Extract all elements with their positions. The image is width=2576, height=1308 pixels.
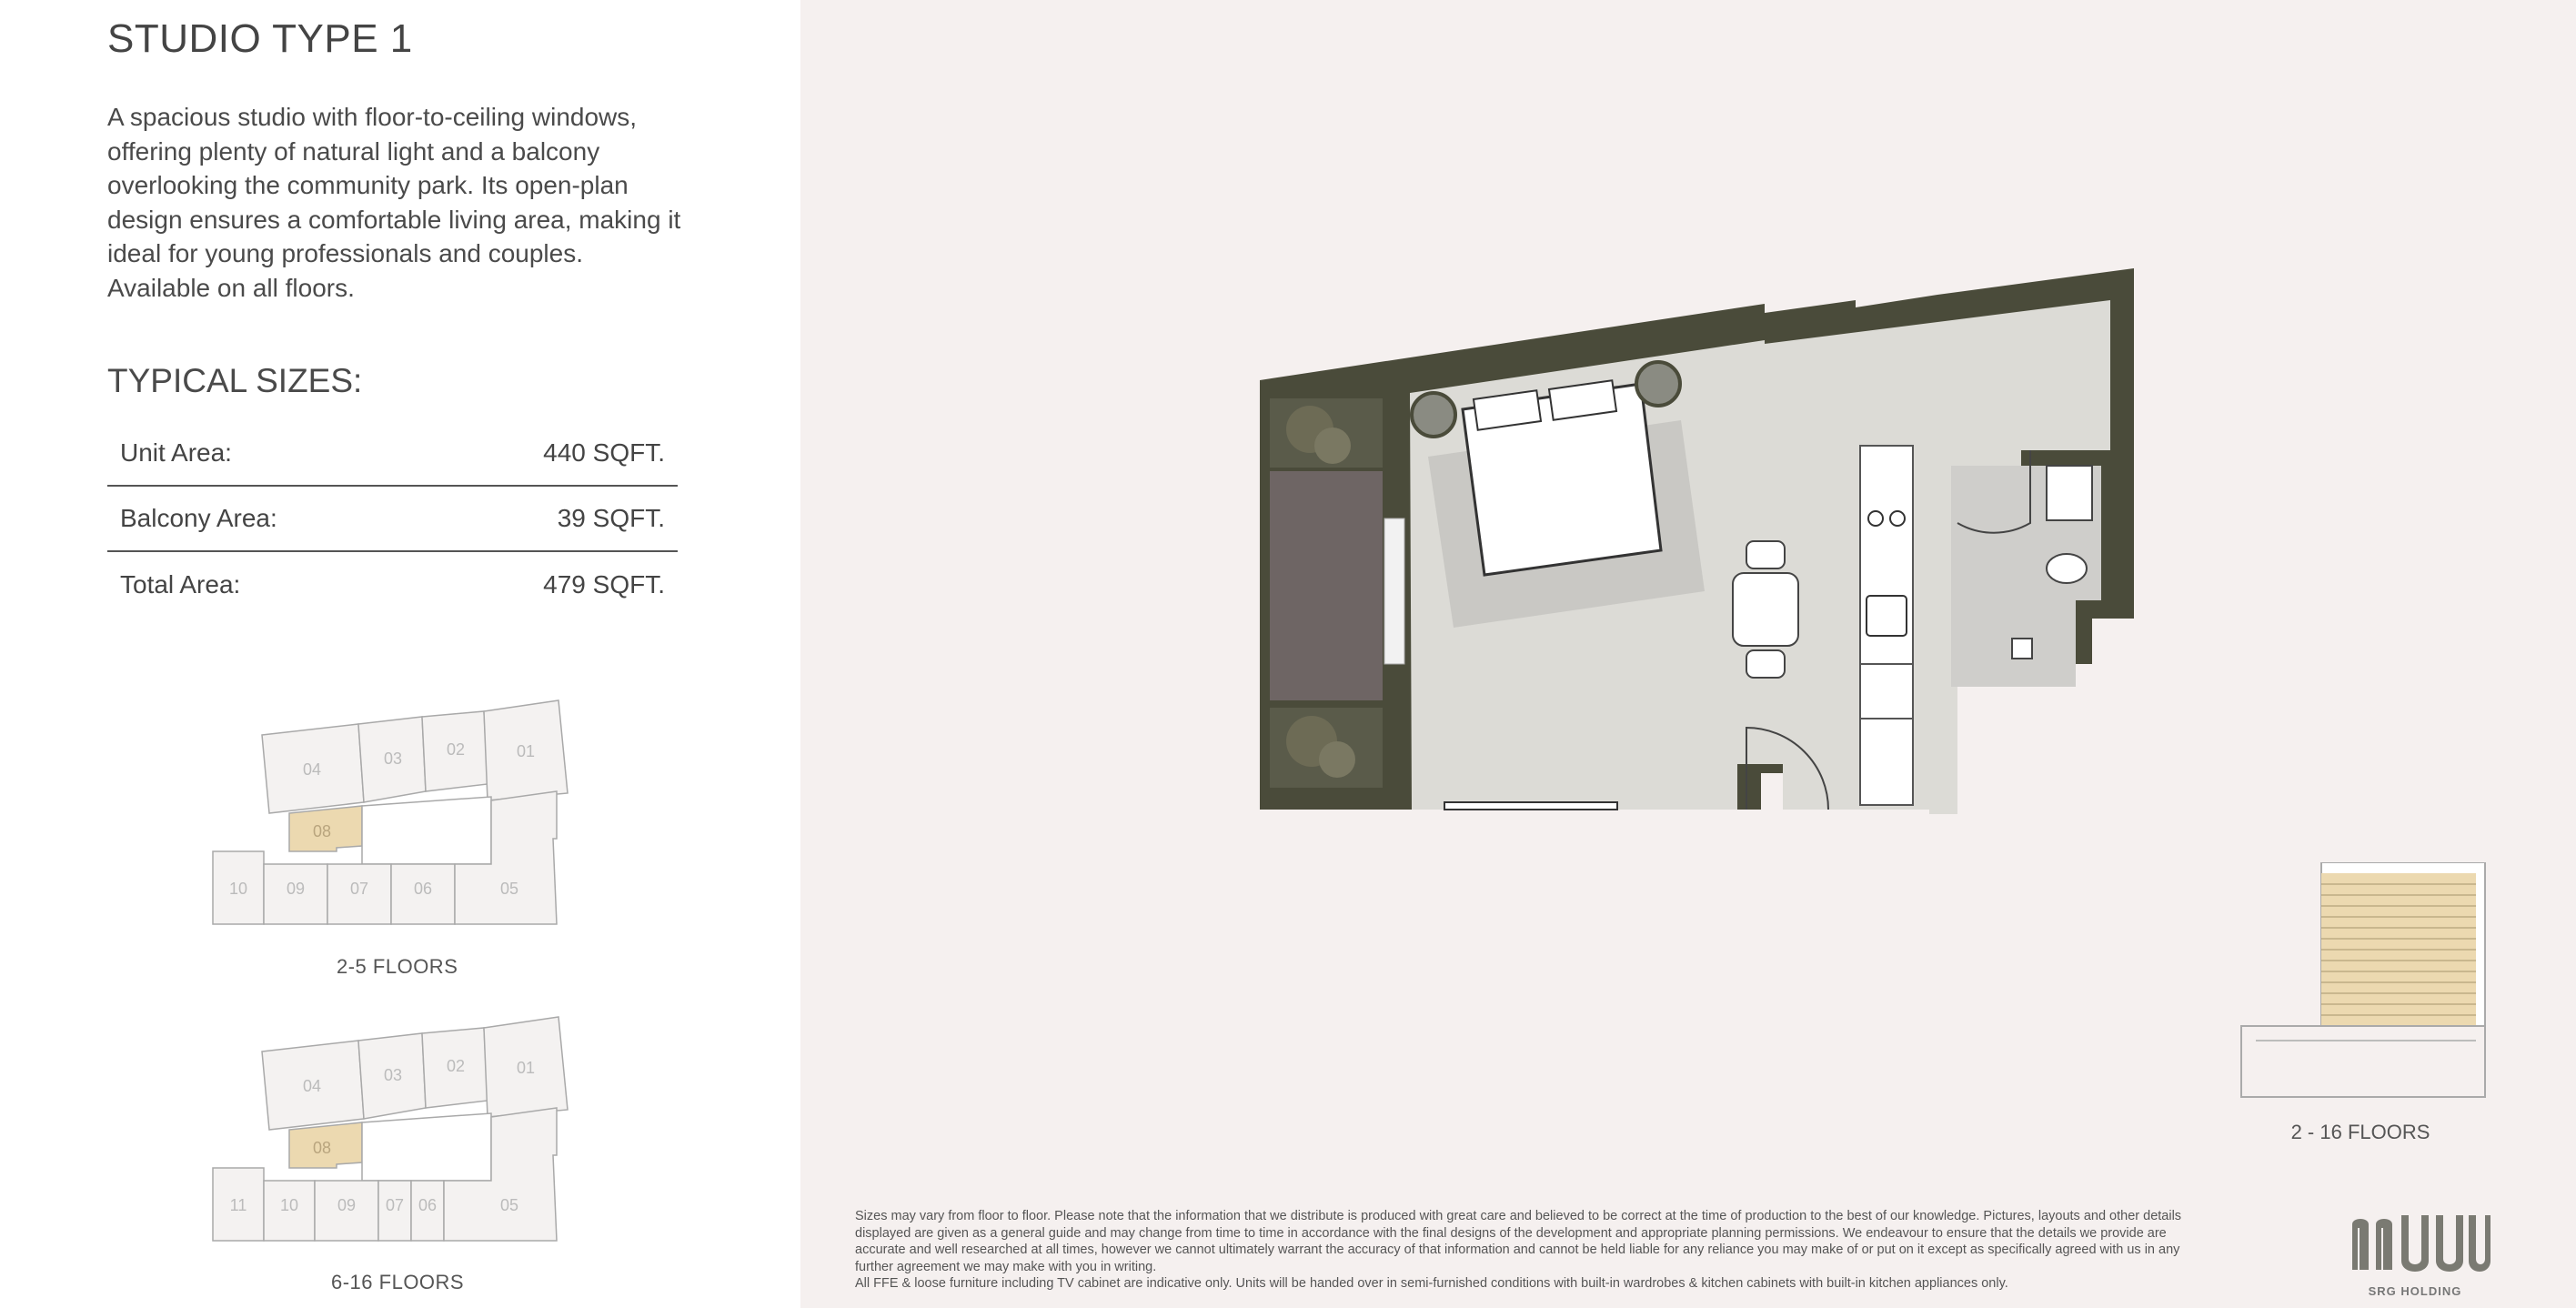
kitchen-counter [1860, 446, 1913, 805]
size-row-unit-area [107, 421, 678, 487]
key-plan-floors-2-5 [209, 691, 573, 928]
size-label: Balcony Area: [120, 504, 277, 532]
plant-icon [1314, 428, 1351, 464]
disclaimer-ffe: All FFE & loose furniture including TV cabinet are indicative only. Units will be handed over in semi-furnished conditions with built-in wardrobes & kitchen cabinets with built-in kitchen appliances only. [855, 1276, 2008, 1291]
unit-label: 03 [383, 1066, 403, 1084]
key-plan-floors-6-16 [209, 1008, 573, 1244]
disclaimer-text [855, 1208, 2219, 1293]
size-value: 440 SQFT. [543, 438, 665, 467]
brand-name: SRG HOLDING [2368, 1284, 2462, 1298]
unit-label: 01 [516, 742, 536, 760]
typical-sizes-heading: TYPICAL SIZES: [107, 362, 363, 399]
size-label: Total Area: [120, 570, 241, 599]
typical-sizes-table [107, 421, 678, 618]
balcony-window [1384, 518, 1404, 664]
balcony-floor [1270, 471, 1383, 700]
size-label: Unit Area: [120, 438, 232, 467]
elevation-label: 2 - 16 FLOORS [2290, 1121, 2430, 1143]
key-plan-label: 6-16 FLOORS [331, 1271, 465, 1293]
key-plan-label: 2-5 FLOORS [337, 955, 458, 978]
unit-label: 11 [229, 1196, 247, 1214]
unit-label: 10 [279, 1196, 299, 1214]
unit-label: 05 [499, 1196, 519, 1214]
disclaimer-main: Sizes may vary from floor to floor. Please note that the information that we distribute is produced with great care and believed to be correct at the time of production to the best of our knowledge. Pictures, layouts and other details displayed are given as a general guide and may change from time to time in accordance with the final designs of the development and appropriate planning permissions. We endeavour to ensure that the details we provide are accurate and well researched at all times, however we cannot ultimately warrant the accuracy of that information and cannot be held liable for any reliance you may make of or put on it except as specifically agreed with us in any further agreement we may make with you in writing. [855, 1209, 2182, 1274]
unit-label: 04 [302, 1077, 322, 1095]
size-row-balcony-area [107, 487, 678, 552]
core [362, 1113, 491, 1181]
size-row-total-area [107, 552, 678, 618]
lamp-icon [1636, 362, 1680, 406]
unit-label: 09 [286, 880, 306, 898]
unit-label: 07 [385, 1196, 405, 1214]
tv-cabinet [1444, 802, 1617, 810]
unit-label: 01 [516, 1059, 536, 1077]
unit-label: 09 [337, 1196, 357, 1214]
unit-label: 06 [418, 1196, 438, 1214]
podium-outline [2241, 1026, 2485, 1097]
page-title: STUDIO TYPE 1 [107, 16, 413, 61]
unit-label: 03 [383, 750, 403, 768]
size-value: 39 SQFT. [557, 504, 665, 532]
size-value: 479 SQFT. [543, 570, 665, 599]
dining-chair [1746, 650, 1785, 678]
unit-label: 06 [413, 880, 433, 898]
basin-icon [2047, 466, 2092, 520]
unit-label: 08 [312, 1139, 332, 1157]
building-elevation [2238, 862, 2492, 1108]
unit-label: 02 [446, 1057, 466, 1075]
unit-label: 05 [499, 880, 519, 898]
unit-label: 04 [302, 760, 322, 779]
shower-drain [2012, 639, 2032, 659]
unit-description: A spacious studio with floor-to-ceiling windows, offering plenty of natural light and a balcony overlooking the community park. Its open-plan design ensures a comfortable living area, making it ideal for young professionals and couples. Available on all floors. [107, 103, 681, 302]
unit-label: 10 [228, 880, 248, 898]
lamp-icon [1412, 393, 1455, 437]
plant-icon [1319, 741, 1355, 778]
core [362, 797, 491, 864]
unit-label: 02 [446, 740, 466, 759]
unit-label: 08 [312, 822, 332, 840]
dining-chair [1746, 541, 1785, 568]
dining-table [1733, 573, 1798, 646]
toilet-icon [2047, 554, 2087, 583]
studio-floor-plan [1255, 264, 2147, 864]
unit-label: 07 [349, 880, 369, 898]
